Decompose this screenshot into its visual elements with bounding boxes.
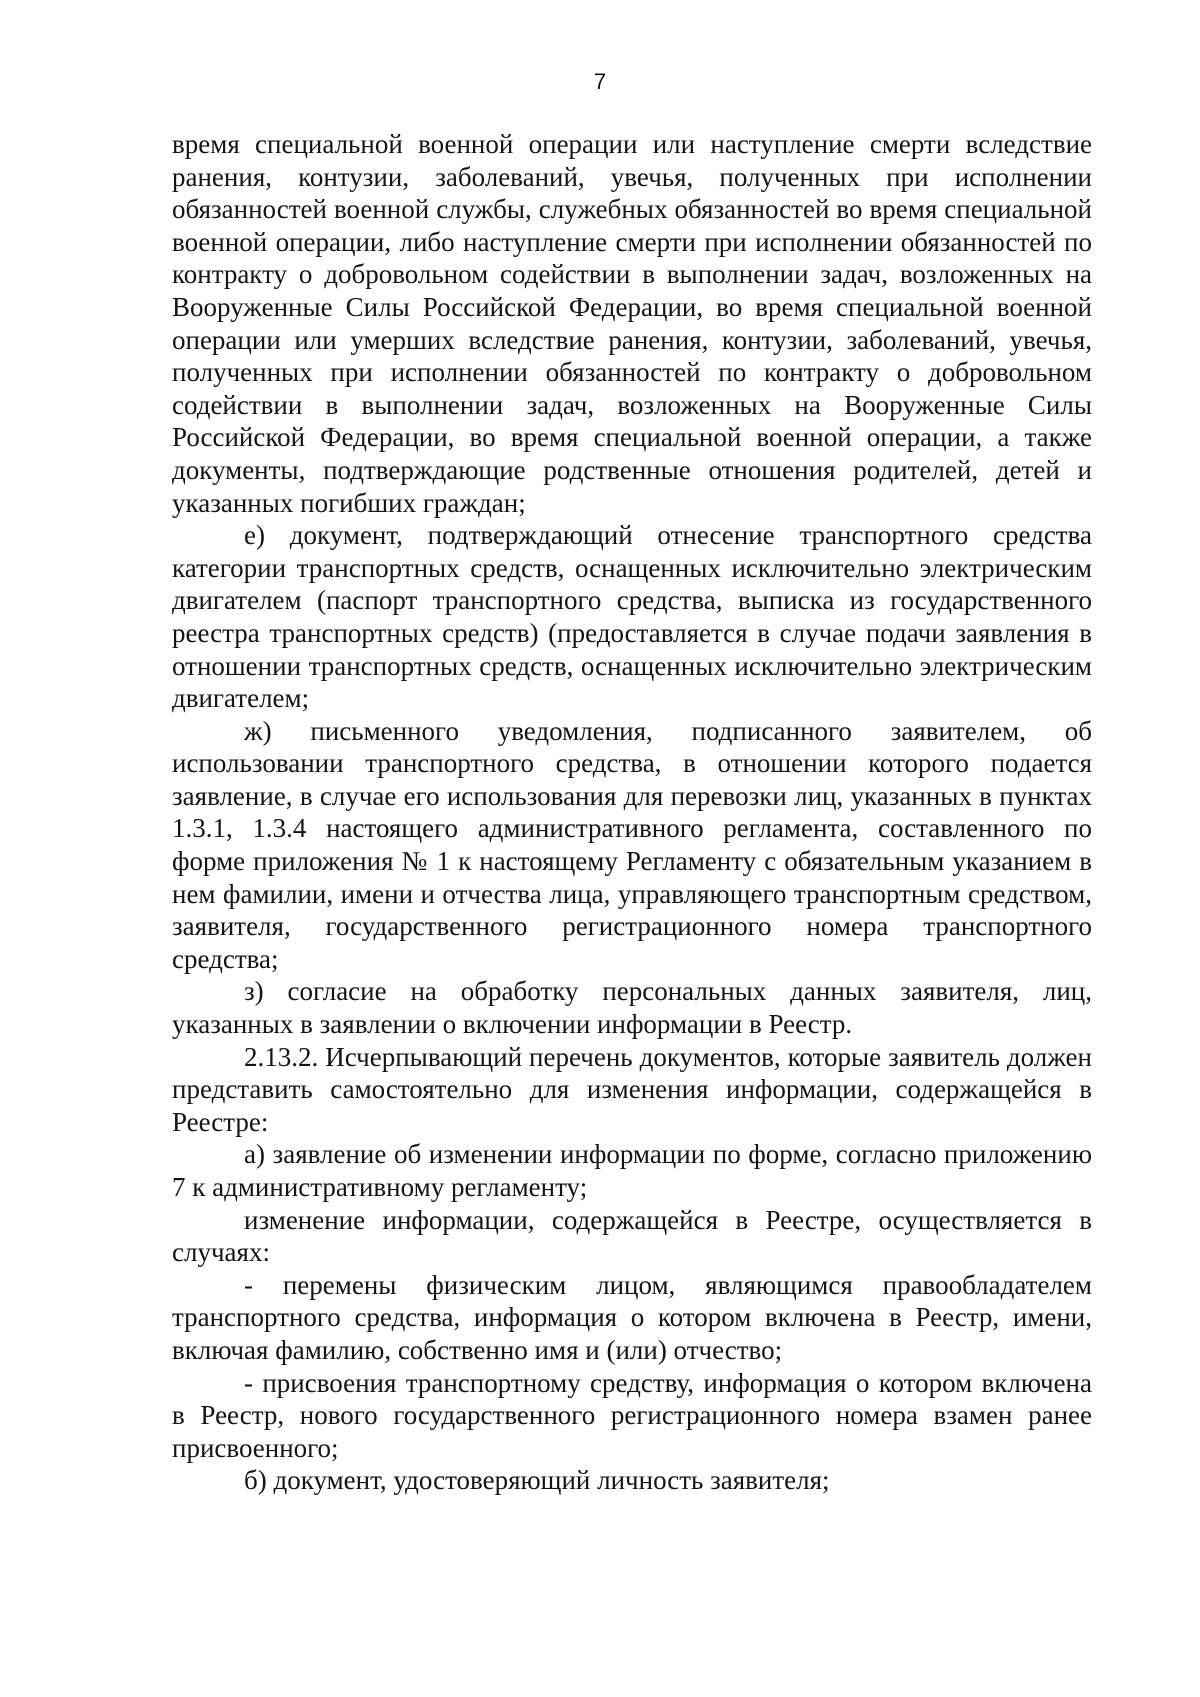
paragraph-item-a: а) заявление об изменении информации по форме, согласно приложению 7 к административному регламенту; [172,1139,1092,1202]
paragraph-item-e: е) документ, подтверждающий отнесение транспортного средства категории транспортных средств, оснащенных исключительно электрическим двигателем (паспорт транспортного средства, выписка из государственного реестра транспортных средств) (предоставляется в случае подачи заявления в отношении транспортных средств, оснащенных исключительно электрическим двигателем; [172,520,1092,714]
page-number: 7 [593,69,607,94]
paragraph-item-b: б) документ, удостоверяющий личность заявителя; [244,1465,830,1496]
paragraph-item-zh: ж) письменного уведомления, подписанного заявителем, об использовании транспортного средства, в отношении которого подается заявление, в случае его использования для перевозки лиц, указанных в пунктах 1.3.1, 1.3.4 настоящего административного регламента, составленного по форме приложения № 1 к настоящему Регламенту с обязательным указанием в нем фамилии, имени и отчества лица, управляющего транспортным средством, заявителя, государственного регистрационного номера транспортного средства; [172,715,1092,974]
paragraph-section-2-13-2: 2.13.2. Исчерпывающий перечень документов, которые заявитель должен представить самостоятельно для изменения информации, содержащейся в Реестре: [172,1041,1092,1137]
paragraph-continuation: время специальной военной операции или наступление смерти вследствие ранения, контузии, заболеваний, увечья, полученных при исполнении обязанностей военной службы, служебных обязанностей во время специальной военной операции, либо наступление смерти при исполнении обязанностей по контракту о добровольном содействии в выполнении задач, возложенных на Вооруженные Силы Российской Федерации, во время специальной военной операции или умерших вследствие ранения, контузии, заболеваний, увечья, полученных при исполнении обязанностей по контракту о добровольном содействии в выполнении задач, возложенных на Вооруженные Силы Российской Федерации, во время специальной военной операции, а также документы, подтверждающие родственные отношения родителей, детей и указанных погибших граждан; [172,129,1092,518]
paragraph-item-z: з) согласие на обработку персональных данных заявителя, лиц, указанных в заявлении о включении информации в Реестр. [172,976,1092,1040]
paragraph-cases-intro: изменение информации, содержащейся в Реестре, осуществляется в случаях: [172,1204,1092,1268]
paragraph-case-plate-change: - присвоения транспортному средству, информация о котором включена в Реестр, нового государственного регистрационного номера взамен ранее присвоенного; [172,1367,1092,1463]
paragraph-case-name-change: - перемены физическим лицом, являющимся правообладателем транспортного средства, информация о котором включена в Реестр, имени, включая фамилию, собственно имя и (или) отчество; [172,1269,1092,1365]
document-body [172,128,1092,1497]
